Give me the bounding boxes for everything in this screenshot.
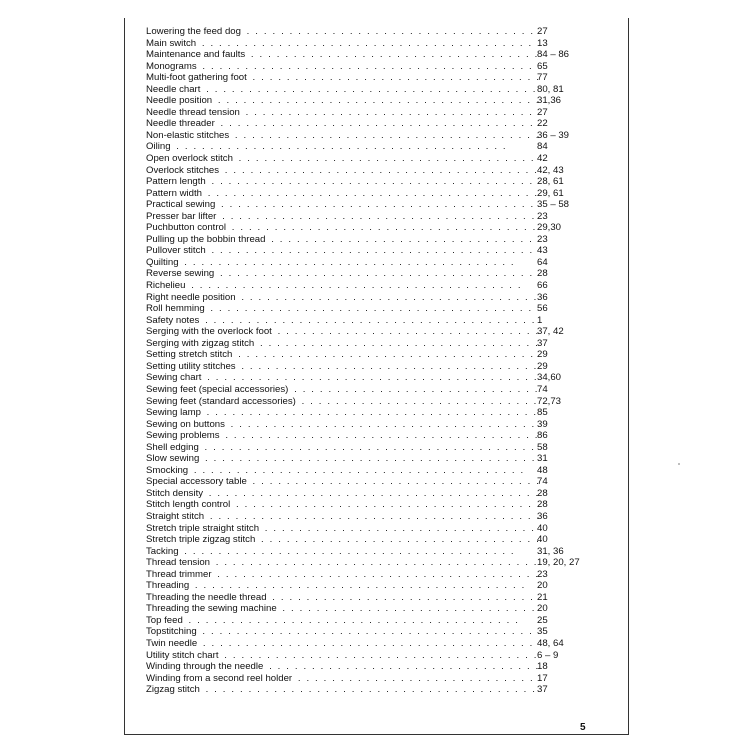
index-term: Lowering the feed dog . .: [146, 26, 538, 38]
index-page-ref: 42, 43: [537, 164, 564, 176]
index-page-ref: 29: [537, 360, 548, 372]
index-page-ref: 28: [537, 499, 548, 511]
index-entry: [146, 95, 586, 107]
index-term: Puchbutton control . .: [146, 222, 538, 234]
index-page-ref: 84: [537, 141, 548, 153]
index-entry: [146, 615, 586, 627]
index-page-ref: 20: [537, 603, 548, 615]
index-entry: [146, 419, 586, 431]
index-entry: [146, 280, 586, 292]
index-page-ref: 72,73: [537, 395, 562, 407]
index-term: Monograms . .: [146, 61, 538, 73]
index-page-ref: 29, 61: [537, 187, 564, 199]
index-page-ref: 37: [537, 337, 548, 349]
index-page-ref: 48, 64: [537, 637, 564, 649]
index-term: Stretch triple straight stitch . .: [146, 523, 538, 535]
index-term: Slow sewing . .: [146, 453, 538, 465]
index-page-ref: 37: [537, 684, 548, 696]
index-entry: [146, 349, 586, 361]
index-page-ref: 20: [537, 580, 548, 592]
index-term: Winding from a second reel holder . .: [146, 673, 538, 685]
index-entry: [146, 26, 586, 38]
index-term: Topstitching . .: [146, 626, 538, 638]
index-entry: [146, 257, 586, 269]
index-term: Practical sewing . .: [146, 199, 538, 211]
index-entry: [146, 153, 586, 165]
index-entry: [146, 61, 586, 73]
index-term: Straight stitch . .: [146, 511, 538, 523]
index-term: Pullover stitch . .: [146, 245, 538, 257]
index-page-ref: 27: [537, 106, 548, 118]
index-term: Oiling . .: [146, 141, 538, 153]
index-term: Setting stretch stitch . .: [146, 349, 538, 361]
index-page-ref: 19, 20, 27: [537, 557, 580, 569]
index-entry: [146, 557, 586, 569]
index-entry: [146, 603, 586, 615]
index-term: Utility stitch chart . .: [146, 650, 538, 662]
index-page-ref: 36: [537, 510, 548, 522]
index-entry: [146, 222, 586, 234]
index-entry: [146, 684, 586, 696]
index-page-ref: 29,30: [537, 222, 562, 234]
index-entry: [146, 453, 586, 465]
index-page-ref: 23: [537, 233, 548, 245]
index-entry: [146, 188, 586, 200]
index-term: Pattern length . .: [146, 176, 538, 188]
index-page-ref: 13: [537, 37, 548, 49]
index-term: Sewing on buttons . .: [146, 419, 538, 431]
index-term: Sewing feet (standard accessories) . .: [146, 396, 538, 408]
index-page-ref: 40: [537, 534, 548, 546]
page-number: 5: [580, 722, 586, 733]
index-term: Winding through the needle . .: [146, 661, 538, 673]
index-term: Special accessory table . .: [146, 476, 538, 488]
index-entry: [146, 488, 586, 500]
index-page-ref: 35 – 58: [537, 199, 570, 211]
index-page-ref: 56: [537, 303, 548, 315]
index-term: Zigzag stitch . .: [146, 684, 538, 696]
index-entry: [146, 338, 586, 350]
index-page-ref: 1: [537, 314, 543, 326]
index-page-ref: 28: [537, 268, 548, 280]
index-entry: [146, 626, 586, 638]
index-term: Pulling up the bobbin thread . .: [146, 234, 538, 246]
index-entry: [146, 523, 586, 535]
index-page-ref: 84 – 86: [537, 49, 570, 61]
index-entry: [146, 303, 586, 315]
index-term: Reverse sewing . .: [146, 268, 538, 280]
index-entry: [146, 534, 586, 546]
index-entry: [146, 499, 586, 511]
index-page-ref: 31: [537, 453, 548, 465]
index-term: Non-elastic stitches . .: [146, 130, 538, 142]
index-term: Sewing feet (special accessories) . .: [146, 384, 538, 396]
index-term: Sewing lamp . .: [146, 407, 538, 419]
index-term: Maintenance and faults . .: [146, 49, 538, 61]
index-entry: [146, 118, 586, 130]
index-entry: [146, 84, 586, 96]
index-entry: [146, 38, 586, 50]
index-term: Quilting . .: [146, 257, 538, 269]
index-term: Needle thread tension . .: [146, 107, 538, 119]
index-term: Twin needle . .: [146, 638, 538, 650]
scan-speck: [678, 463, 680, 465]
index-term: Needle threader . .: [146, 118, 538, 130]
index-page-ref: 21: [537, 591, 548, 603]
index-entry: [146, 165, 586, 177]
index-term: Richelieu . .: [146, 280, 538, 292]
index-entry: [146, 315, 586, 327]
index-term: Thread tension . .: [146, 557, 538, 569]
index-term: Setting utility stitches . .: [146, 361, 538, 373]
index-page-ref: 77: [537, 72, 548, 84]
index-entry: [146, 430, 586, 442]
index-entry: [146, 372, 586, 384]
index-term: Overlock stitches . .: [146, 165, 538, 177]
index-term: Tacking . .: [146, 546, 538, 558]
index-page-ref: 37, 42: [537, 326, 564, 338]
index-page-ref: 23: [537, 568, 548, 580]
index-page-ref: 6 – 9: [537, 649, 559, 661]
index-entry: [146, 72, 586, 84]
index-page-ref: 31,36: [537, 95, 562, 107]
index-page-ref: 28: [537, 487, 548, 499]
index-page-ref: 48: [537, 464, 548, 476]
index-term: Stitch density . .: [146, 488, 538, 500]
index-term: Right needle position . .: [146, 292, 538, 304]
index-page-ref: 80, 81: [537, 83, 564, 95]
index-entry: [146, 107, 586, 119]
index-entry: [146, 326, 586, 338]
index-page-ref: 17: [537, 672, 548, 684]
index-list: [146, 26, 586, 696]
index-page-ref: 86: [537, 430, 548, 442]
index-entry: [146, 592, 586, 604]
index-page-ref: 64: [537, 256, 548, 268]
index-term: Serging with the overlock foot . .: [146, 326, 538, 338]
index-entry: [146, 465, 586, 477]
index-page-ref: 18: [537, 661, 548, 673]
index-page-ref: 31, 36: [537, 545, 564, 557]
index-term: Multi-foot gathering foot . .: [146, 72, 538, 84]
index-term: Needle chart . .: [146, 84, 538, 96]
index-entry: [146, 141, 586, 153]
index-entry: [146, 476, 586, 488]
index-term: Smocking . .: [146, 465, 538, 477]
index-term: Needle position . .: [146, 95, 538, 107]
index-term: Sewing chart . .: [146, 372, 538, 384]
index-page-ref: 42: [537, 153, 548, 165]
index-entry: [146, 384, 586, 396]
index-entry: [146, 176, 586, 188]
index-page-ref: 39: [537, 418, 548, 430]
index-entry: [146, 580, 586, 592]
index-entry: [146, 361, 586, 373]
index-page-ref: 74: [537, 476, 548, 488]
index-entry: [146, 292, 586, 304]
index-page-ref: 34,60: [537, 372, 562, 384]
index-page-ref: 36 – 39: [537, 129, 570, 141]
index-term: Shell edging . .: [146, 442, 538, 454]
index-entry: [146, 211, 586, 223]
index-entry: [146, 130, 586, 142]
index-page-ref: 66: [537, 280, 548, 292]
index-term: Stretch triple zigzag stitch . .: [146, 534, 538, 546]
index-entry: [146, 234, 586, 246]
index-page-ref: 74: [537, 383, 548, 395]
index-entry: [146, 245, 586, 257]
index-term: Open overlock stitch . .: [146, 153, 538, 165]
index-page-ref: 40: [537, 522, 548, 534]
index-page-ref: 35: [537, 626, 548, 638]
index-page-ref: 43: [537, 245, 548, 257]
index-term: Presser bar lifter . .: [146, 211, 538, 223]
index-entry: [146, 49, 586, 61]
index-entry: [146, 396, 586, 408]
index-term: Threading the sewing machine . .: [146, 603, 538, 615]
index-page-ref: 27: [537, 26, 548, 37]
index-page-ref: 36: [537, 291, 548, 303]
index-page-ref: 85: [537, 407, 548, 419]
index-term: Sewing problems . .: [146, 430, 538, 442]
index-term: Top feed . .: [146, 615, 538, 627]
index-term: Main switch . .: [146, 38, 538, 50]
index-page-ref: 65: [537, 60, 548, 72]
index-page-ref: 25: [537, 614, 548, 626]
index-entry: [146, 199, 586, 211]
index-term: Threading the needle thread . .: [146, 592, 538, 604]
index-page-ref: 58: [537, 441, 548, 453]
index-entry: [146, 661, 586, 673]
index-page-ref: 29: [537, 349, 548, 361]
index-entry: [146, 442, 586, 454]
index-term: Thread trimmer . .: [146, 569, 538, 581]
index-entry: [146, 569, 586, 581]
index-page-ref: 22: [537, 118, 548, 130]
index-entry: [146, 673, 586, 685]
index-page-ref: 28, 61: [537, 176, 564, 188]
index-page-ref: 23: [537, 210, 548, 222]
index-term: Pattern width . .: [146, 188, 538, 200]
index-term: Safety notes . .: [146, 315, 538, 327]
index-entry: [146, 650, 586, 662]
index-entry: [146, 268, 586, 280]
index-entry: [146, 546, 586, 558]
index-entry: [146, 511, 586, 523]
index-term: Roll hemming . .: [146, 303, 538, 315]
index-term: Serging with zigzag stitch . .: [146, 338, 538, 350]
index-term: Stitch length control . .: [146, 499, 538, 511]
index-entry: [146, 407, 586, 419]
index-term: Threading . .: [146, 580, 538, 592]
index-entry: [146, 638, 586, 650]
